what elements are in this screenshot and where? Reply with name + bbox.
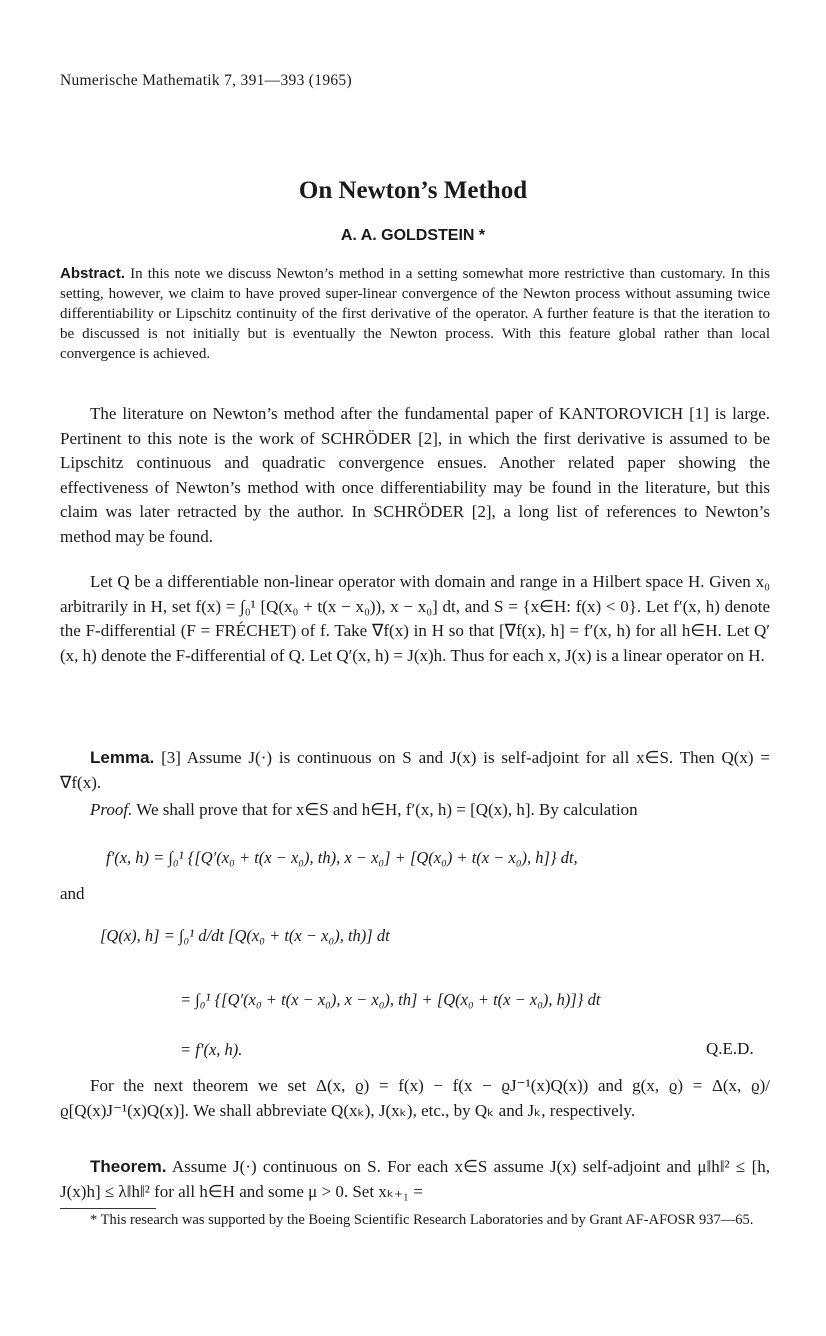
equation-expansion: = ∫₀¹ {[Q′(x₀ + t(x − x₀), x − x₀), th] + [Q(x₀ + t(x − x₀), h)]} dt: [180, 990, 601, 1009]
and-word: and: [60, 884, 85, 903]
equation-result: = f′(x, h).: [180, 1040, 243, 1059]
theorem-text: Assume J(·) continuous on S. For each x∈S assume J(x) self-adjoint and μ‖h‖² ≤ [h, J(x)h] ≤ λ‖h‖² for all h∈H and some μ > 0. Set xₖ₊₁ =: [60, 1157, 770, 1201]
proof-label: Proof.: [90, 800, 133, 819]
paragraph-literature: The literature on Newton’s method after the fundamental paper of KANTOROVICH [1] is large. Pertinent to this note is the work of SCHRÖDER [2], in which the first derivative is assumed to be Lipschitz continuous and quadratic convergence ensues. Another related paper showing the effectiveness of Newton’s method with once differentiability may be found in the literature, but this claim was later retracted by the author. In SCHRÖDER [2], a long list of references to Newton’s method may be found.: [60, 404, 770, 546]
lemma: [60, 746, 770, 795]
journal-header: Numerische Mathematik 7, 391—393 (1965): [60, 72, 352, 89]
theorem: [60, 1155, 770, 1204]
abstract: [60, 264, 770, 364]
lemma-text: [3] Assume J(·) is continuous on S and J(x) is self-adjoint for all x∈S. Then Q(x) = ∇f(x).: [60, 748, 770, 792]
abstract-text: In this note we discuss Newton’s method in a setting somewhat more restrictive than customary. In this setting, however, we claim to have proved super-linear convergence of the Newton process without assuming twice differentiability or Lipschitz continuity of the first derivative of the operator. A further feature is that the iteration to be discussed is not initially but is eventually the Newton process. With this feature global rather than local convergence is achieved.: [60, 266, 770, 362]
footnote-rule: [60, 1208, 156, 1209]
lemma-label: Lemma.: [90, 748, 155, 767]
proof-text: We shall prove that for x∈S and h∈H, f′(x, h) = [Q(x), h]. By calculation: [132, 800, 638, 819]
paper-author: A. A. GOLDSTEIN *: [340, 227, 486, 244]
qed-mark: Q.E.D.: [706, 1039, 754, 1058]
equation-inner-product: [Q(x), h] = ∫₀¹ d/dt [Q(x₀ + t(x − x₀), th)] dt: [100, 926, 390, 945]
abstract-label: Abstract.: [60, 265, 126, 282]
theorem-label: Theorem.: [90, 1157, 167, 1176]
paragraph-definitions: Let Q be a differentiable non-linear operator with domain and range in a Hilbert space H. Given x₀ arbitrarily in H, set f(x) = ∫₀¹ [Q(x₀ + t(x − x₀)), x − x₀] dt, and S = {x∈H: f(x) < 0}. Let f′(x, h) denote the F-differential (F = FRÉCHET) of f. Take ∇f(x) in H so that [∇f(x), h] = f′(x, h) for all h∈H. Let Q′(x, h) denote the F-differential of Q. Let Q′(x, h) = J(x)h. Thus for each x, J(x) is a linear operator on H.: [60, 572, 770, 665]
paragraph-notation: For the next theorem we set Δ(x, ϱ) = f(x) − f(x − ϱJ⁻¹(x)Q(x)) and g(x, ϱ) = Δ(x, ϱ)/ϱ[Q(x)J⁻¹(x)Q(x)]. We shall abbreviate Q(xₖ), J(xₖ), etc., by Qₖ and Jₖ, respectively.: [60, 1076, 770, 1120]
proof-intro: [60, 798, 770, 823]
paper-title: On Newton’s Method: [298, 177, 528, 204]
footnote: * This research was supported by the Boeing Scientific Research Laboratories and by Grant AF-AFOSR 937—65.: [90, 1212, 754, 1228]
equation-derivative: f′(x, h) = ∫₀¹ {[Q′(x₀ + t(x − x₀), th), x − x₀] + [Q(x₀) + t(x − x₀), h]} dt,: [106, 848, 578, 867]
